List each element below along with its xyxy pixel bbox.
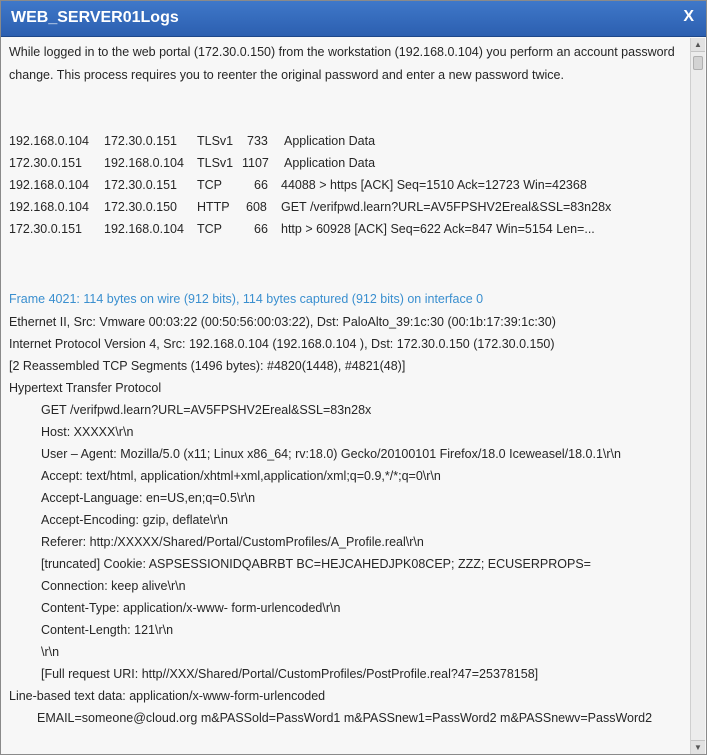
packet-len: 608 bbox=[246, 200, 267, 214]
scroll-down-icon[interactable]: ▼ bbox=[691, 740, 705, 754]
packet-info: GET /verifpwd.learn?URL=AV5FPSHV2Ereal&SSL=83n28x bbox=[281, 200, 612, 214]
intro-text: While logged in to the web portal (172.30.0.150) from the workstation (192.168.0.104) you perform an account password change. This process requires you to reenter the original password and enter a new password twice. bbox=[9, 45, 675, 82]
packet-src: 172.30.0.151 bbox=[9, 156, 82, 170]
packet-info: 44088 > https [ACK] Seq=1510 Ack=12723 Win=42368 bbox=[281, 178, 587, 192]
packet-len: 66 bbox=[254, 178, 268, 192]
packet-len: 66 bbox=[254, 222, 268, 236]
ip-layer[interactable]: Internet Protocol Version 4, Src: 192.168.0.104 (192.168.0.104 ), Dst: 172.30.0.150 (172.30.0.150) bbox=[9, 337, 555, 351]
packet-info: Application Data bbox=[284, 134, 376, 148]
frame-summary[interactable]: Frame 4021: 114 bytes on wire (912 bits), 114 bytes captured (912 bits) on interface 0 bbox=[9, 292, 484, 306]
line-based-text[interactable]: Line-based text data: application/x-www-form-urlencoded bbox=[9, 689, 326, 703]
http-line-host: Host: XXXXX\r\n bbox=[41, 425, 134, 439]
packet-src: 192.168.0.104 bbox=[9, 178, 89, 192]
http-line-full-uri: [Full request URI: http//XXX/Shared/Portal/CustomProfiles/PostProfile.real?47=25378158] bbox=[41, 667, 539, 681]
http-line-crlf: \r\n bbox=[41, 645, 60, 659]
packet-proto: TCP bbox=[197, 222, 222, 236]
http-line-referer: Referer: http:/XXXXX/Shared/Portal/CustomProfiles/A_Profile.real\r\n bbox=[41, 535, 424, 549]
scroll-thumb[interactable] bbox=[693, 56, 703, 70]
packet-proto: TLSv1 bbox=[197, 134, 234, 148]
packet-proto: HTTP bbox=[197, 200, 230, 214]
http-line-content-type: Content-Type: application/x-www- form-urlencoded\r\n bbox=[41, 601, 341, 615]
packet-src: 192.168.0.104 bbox=[9, 200, 89, 214]
packet-src: 172.30.0.151 bbox=[9, 222, 82, 236]
log-content bbox=[9, 39, 691, 753]
close-icon[interactable]: X bbox=[683, 8, 694, 25]
packet-proto: TLSv1 bbox=[197, 156, 234, 170]
packet-info: http > 60928 [ACK] Seq=622 Ack=847 Win=5154 Len=... bbox=[281, 222, 595, 236]
title-bar bbox=[1, 1, 706, 37]
packet-dst: 192.168.0.104 bbox=[104, 222, 184, 236]
http-line-accept: Accept: text/html, application/xhtml+xml,application/xml;q=0.9,*/*;q=0\r\n bbox=[41, 469, 441, 483]
window-title: WEB_SERVER01Logs bbox=[11, 9, 179, 26]
vertical-scrollbar[interactable] bbox=[690, 38, 705, 754]
packet-len: 733 bbox=[247, 134, 268, 148]
http-line-cookie: [truncated] Cookie: ASPSESSIONIDQABRBT BC=HEJCAHEDJPK08CEP; ZZZ; ECUSERPROPS= bbox=[41, 557, 591, 571]
http-line-user-agent: User – Agent: Mozilla/5.0 (x11; Linux x86_64; rv:18.0) Gecko/20100101 Firefox/18.0 Iceweasel/18.0.1\r\n bbox=[41, 447, 621, 461]
packet-src: 192.168.0.104 bbox=[9, 134, 89, 148]
packet-proto: TCP bbox=[197, 178, 222, 192]
http-line-accept-language: Accept-Language: en=US,en;q=0.5\r\n bbox=[41, 491, 256, 505]
http-line-content-length: Content-Length: 121\r\n bbox=[41, 623, 174, 637]
ethernet-layer[interactable]: Ethernet II, Src: Vmware 00:03:22 (00:50:56:00:03:22), Dst: PaloAlto_39:1c:30 (00:1b:17:39:1c:30) bbox=[9, 315, 556, 329]
http-line-connection: Connection: keep alive\r\n bbox=[41, 579, 186, 593]
packet-dst: 172.30.0.151 bbox=[104, 178, 177, 192]
packet-len: 1107 bbox=[242, 156, 269, 170]
packet-dst: 192.168.0.104 bbox=[104, 156, 184, 170]
scroll-up-icon[interactable]: ▲ bbox=[691, 38, 705, 52]
packet-dst: 172.30.0.150 bbox=[104, 200, 177, 214]
form-data: EMAIL=someone@cloud.org m&PASSold=PassWord1 m&PASSnew1=PassWord2 m&PASSnewv=PassWord2 bbox=[37, 711, 653, 725]
http-line-request: GET /verifpwd.learn?URL=AV5FPSHV2Ereal&SSL=83n28x bbox=[41, 403, 372, 417]
http-line-accept-encoding: Accept-Encoding: gzip, deflate\r\n bbox=[41, 513, 228, 527]
packet-info: Application Data bbox=[284, 156, 376, 170]
http-layer[interactable]: Hypertext Transfer Protocol bbox=[9, 381, 162, 395]
tcp-segments[interactable]: [2 Reassembled TCP Segments (1496 bytes): #4820(1448), #4821(48)] bbox=[9, 359, 406, 373]
packet-dst: 172.30.0.151 bbox=[104, 134, 177, 148]
